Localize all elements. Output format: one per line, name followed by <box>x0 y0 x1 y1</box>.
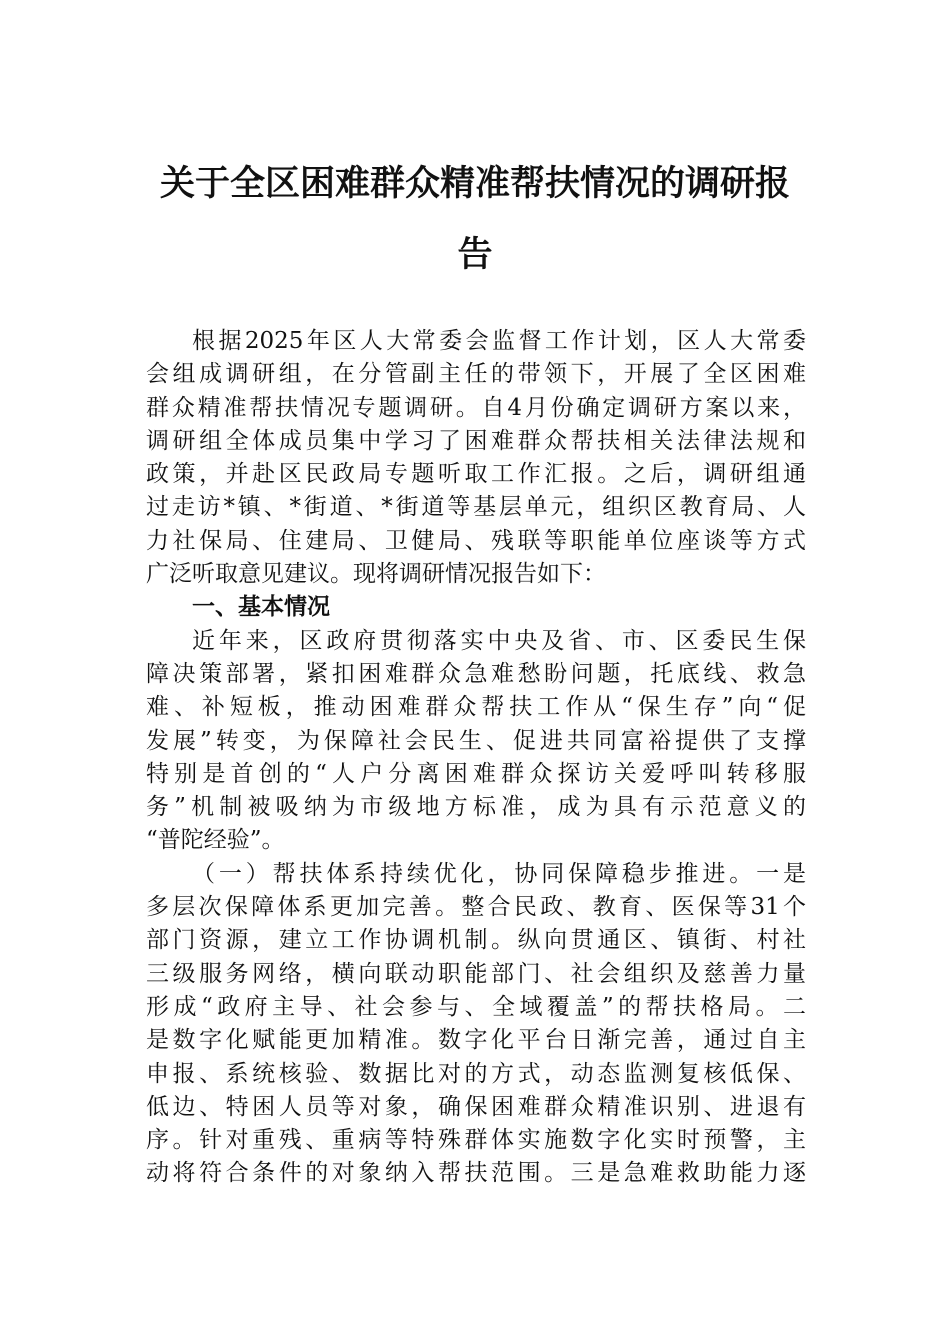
document-title-line-2: 告 <box>457 234 493 275</box>
document-body <box>146 325 806 1191</box>
body-line: 难、补短板，推动困难群众帮扶工作从“保生存”向“促 <box>146 694 806 721</box>
body-line: 政策，并赴区民政局专题听取工作汇报。之后，调研组通 <box>146 461 806 488</box>
document-title-line-1: 关于全区困难群众精准帮扶情况的调研报 <box>159 163 790 204</box>
body-line: 障决策部署，紧扣困难群众急难愁盼问题，托底线、救急 <box>146 660 806 687</box>
body-line: 发展”转变，为保障社会民生、促进共同富裕提供了支撑 <box>146 727 806 754</box>
section-heading: 一、基本情况 <box>192 594 330 621</box>
body-line: 调研组全体成员集中学习了困难群众帮扶相关法律法规和 <box>146 427 806 454</box>
body-line: 群众精准帮扶情况专题调研。自4月份确定调研方案以来， <box>146 394 806 421</box>
body-line: 序。针对重残、重病等特殊群体实施数字化实时预警，主 <box>146 1127 806 1154</box>
body-line: 低边、特困人员等对象，确保困难群众精准识别、进退有 <box>146 1093 806 1120</box>
body-line: 力社保局、住建局、卫健局、残联等职能单位座谈等方式 <box>146 527 806 554</box>
body-line: “普陀经验”。 <box>146 827 285 854</box>
body-line: 部门资源，建立工作协调机制。纵向贯通区、镇街、村社 <box>146 927 806 954</box>
body-line: 近年来，区政府贯彻落实中央及省、市、区委民生保 <box>192 627 806 654</box>
body-line: 会组成调研组，在分管副主任的带领下，开展了全区困难 <box>146 361 806 388</box>
body-line: 动将符合条件的对象纳入帮扶范围。三是急难救助能力逐 <box>146 1160 806 1187</box>
body-line: 多层次保障体系更加完善。整合民政、教育、医保等31个 <box>146 894 806 921</box>
body-line: （一）帮扶体系持续优化，协同保障稳步推进。一是 <box>192 860 806 887</box>
body-line: 广泛听取意见建议。现将调研情况报告如下： <box>146 561 606 588</box>
body-line: 形成“政府主导、社会参与、全域覆盖”的帮扶格局。二 <box>146 993 806 1020</box>
body-line: 根据2025年区人大常委会监督工作计划，区人大常委 <box>192 328 806 354</box>
body-line: 是数字化赋能更加精准。数字化平台日渐完善，通过自主 <box>146 1027 806 1054</box>
body-line: 过走访*镇、*街道、*街道等基层单元，组织区教育局、人 <box>146 494 806 521</box>
body-line: 特别是首创的“人户分离困难群众探访关爱呼叫转移服 <box>146 760 806 787</box>
body-line: 务”机制被吸纳为市级地方标准，成为具有示范意义的 <box>146 794 806 821</box>
body-line: 三级服务网络，横向联动职能部门、社会组织及慈善力量 <box>146 960 806 987</box>
body-line: 申报、系统核验、数据比对的方式，动态监测复核低保、 <box>146 1060 806 1087</box>
